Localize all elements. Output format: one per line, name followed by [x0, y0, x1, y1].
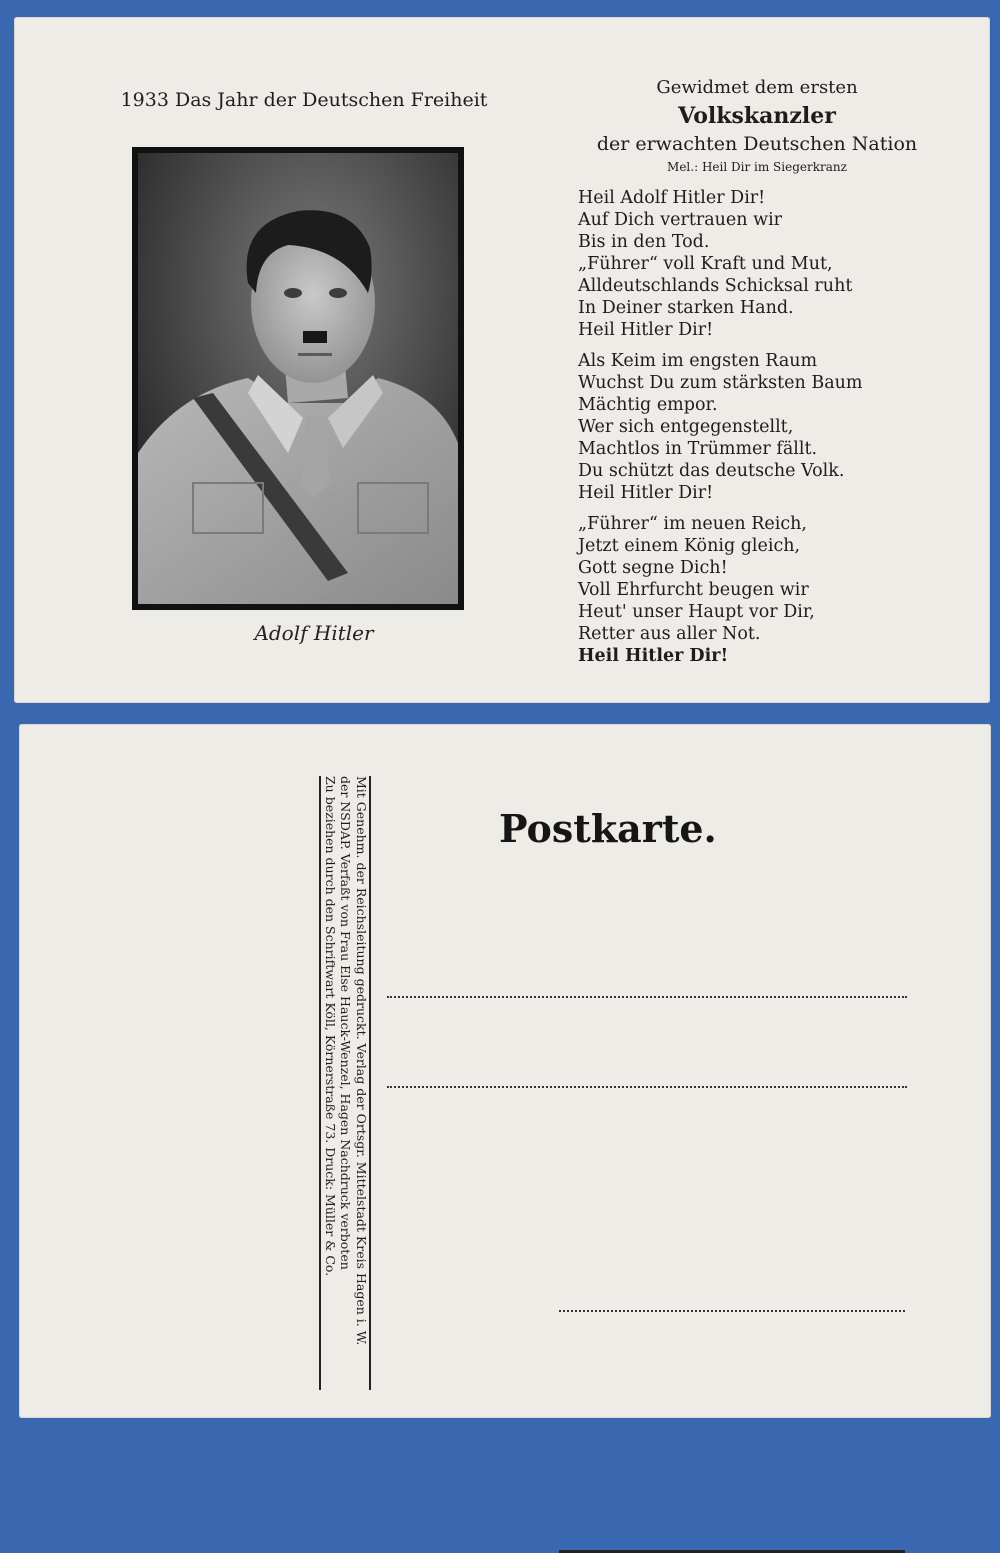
- poem-line: Wer sich entgegenstellt,: [578, 417, 794, 437]
- poem-line: Machtlos in Trümmer fällt.: [578, 439, 818, 459]
- poem-line: Heil Hitler Dir!: [578, 320, 714, 340]
- imprint-line: Zu beziehen durch den Schriftwart Köll, Körnerstraße 73. Druck: Müller & Co.: [323, 776, 338, 1277]
- portrait-photo: [132, 147, 464, 610]
- poem-line: Bis in den Tod.: [578, 232, 710, 252]
- poem-line: Heut' unser Haupt vor Dir,: [578, 602, 815, 622]
- poem-line: Retter aus aller Not.: [578, 624, 761, 644]
- portrait-image: [138, 153, 458, 604]
- poem-line: Mächtig empor.: [578, 395, 718, 415]
- postcard-front: [14, 17, 990, 703]
- year-title: 1933 Das Jahr der Deutschen Freiheit: [120, 89, 488, 111]
- dedication-block: [572, 75, 942, 177]
- signature: Adolf Hitler: [254, 621, 374, 645]
- imprint-line: Mit Genehm. der Reichsleitung gedruckt. Verlag der Ortsgr. Mittelstadt Kreis Hagen i. W.: [354, 776, 369, 1346]
- poem: [578, 187, 918, 676]
- dedication-line1: Gewidmet dem ersten: [656, 77, 858, 98]
- address-line-2: [387, 1086, 907, 1088]
- postcard-back: [19, 724, 991, 1418]
- poem-line: Alldeutschlands Schicksal ruht: [578, 276, 853, 296]
- poem-line: „Führer“ im neuen Reich,: [578, 514, 807, 534]
- poem-stanza-3: [578, 513, 918, 667]
- address-line-1: [387, 996, 907, 998]
- poem-stanza-1: [578, 187, 918, 341]
- dedication-title: Volkskanzler: [678, 103, 836, 129]
- poem-line: Gott segne Dich!: [578, 558, 728, 578]
- poem-line: Wuchst Du zum stärksten Baum: [578, 373, 863, 393]
- imprint-box: [319, 776, 371, 1390]
- poem-line: Jetzt einem König gleich,: [578, 536, 801, 556]
- imprint-text: [321, 776, 369, 1376]
- address-line-4: [559, 1310, 905, 1312]
- poem-line: Voll Ehrfurcht beugen wir: [578, 580, 809, 600]
- poem-line: „Führer“ voll Kraft und Mut,: [578, 254, 833, 274]
- imprint-line: der NSDAP. Verfaßt von Frau Else Hauck-Wenzel, Hagen Nachdruck verboten: [338, 776, 354, 1270]
- poem-stanza-2: [578, 350, 918, 504]
- poem-line: Heil Hitler Dir!: [578, 483, 714, 503]
- dedication-line3: der erwachten Deutschen Nation: [596, 133, 918, 155]
- poem-line: Heil Hitler Dir!: [578, 646, 729, 666]
- poem-line: In Deiner starken Hand.: [578, 298, 794, 318]
- poem-line: Als Keim im engsten Raum: [578, 351, 818, 371]
- melody-note: Mel.: Heil Dir im Siegerkranz: [667, 160, 847, 174]
- poem-line: Heil Adolf Hitler Dir!: [578, 188, 766, 208]
- postkarte-heading: Postkarte.: [499, 806, 717, 851]
- portrait-figure: [138, 153, 458, 604]
- poem-line: Auf Dich vertrauen wir: [578, 210, 783, 230]
- poem-line: Du schützt das deutsche Volk.: [578, 461, 845, 481]
